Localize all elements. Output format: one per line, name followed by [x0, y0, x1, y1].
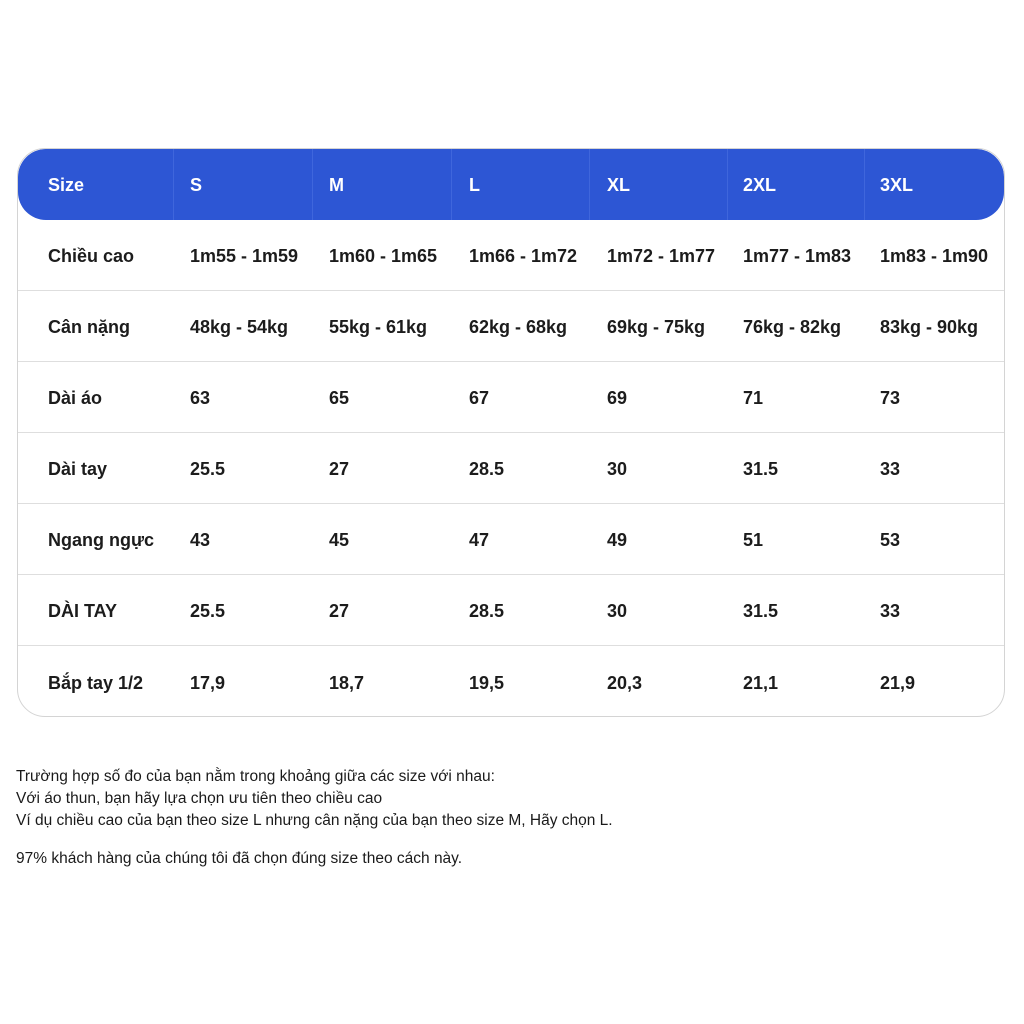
table-cell: 1m66 - 1m72	[469, 246, 578, 266]
row-label: Chiều cao	[48, 246, 135, 266]
row-label: Ngang ngực	[48, 530, 155, 550]
table-cell: 30	[607, 601, 628, 621]
table-cell: 73	[880, 388, 901, 408]
table-cell: 27	[329, 601, 350, 621]
header-xl: XL	[607, 175, 631, 195]
table-cell: 30	[607, 459, 628, 479]
header-l: L	[469, 175, 480, 195]
table-cell: 1m77 - 1m83	[743, 246, 852, 266]
table-cell: 69	[607, 388, 628, 408]
table-cell: 53	[880, 530, 901, 550]
table-cell: 25.5	[190, 601, 226, 621]
row-label: Cân nặng	[48, 317, 131, 337]
table-cell: 33	[880, 601, 901, 621]
table-cell: 18,7	[329, 673, 365, 693]
table-cell: 21,9	[880, 673, 916, 693]
table-row-dai-tay	[18, 433, 1004, 504]
row-label: DÀI TAY	[48, 601, 118, 621]
table-cell: 1m72 - 1m77	[607, 246, 716, 266]
table-cell: 48kg - 54kg	[190, 317, 289, 337]
table-cell: 31.5	[743, 459, 779, 479]
table-cell: 31.5	[743, 601, 779, 621]
row-label: Dài tay	[48, 459, 108, 479]
table-cell: 28.5	[469, 459, 505, 479]
table-cell: 47	[469, 530, 490, 550]
table-cell: 71	[743, 388, 764, 408]
table-cell: 1m83 - 1m90	[880, 246, 989, 266]
header-size: Size	[48, 175, 85, 195]
header-3xl: 3XL	[880, 175, 914, 195]
table-cell: 65	[329, 388, 350, 408]
table-cell: 76kg - 82kg	[743, 317, 842, 337]
header-2xl: 2XL	[743, 175, 777, 195]
table-row-can-nang	[18, 291, 1004, 362]
table-cell: 67	[469, 388, 490, 408]
table-cell: 20,3	[607, 673, 643, 693]
row-label: Dài áo	[48, 388, 103, 408]
note-line: Trường hợp số đo của bạn nằm trong khoảng giữa các size với nhau:	[16, 768, 495, 785]
table-cell: 63	[190, 388, 211, 408]
table-row-ngang-nguc	[18, 504, 1004, 575]
note-line: 97% khách hàng của chúng tôi đã chọn đúng size theo cách này.	[16, 850, 463, 867]
table-row-bap-tay	[18, 646, 1004, 717]
note-line: Ví dụ chiều cao của bạn theo size L nhưng cân nặng của bạn theo size M, Hãy chọn L.	[16, 812, 613, 829]
table-cell: 19,5	[469, 673, 505, 693]
table-header-row	[18, 149, 1004, 220]
table-cell: 17,9	[190, 673, 226, 693]
table-cell: 62kg - 68kg	[469, 317, 568, 337]
table-cell: 1m55 - 1m59	[190, 246, 299, 266]
table-row-chieu-cao	[18, 220, 1004, 291]
table-cell: 45	[329, 530, 350, 550]
note-line: Với áo thun, bạn hãy lựa chọn ưu tiên theo chiều cao	[16, 790, 383, 807]
table-cell: 27	[329, 459, 350, 479]
table-cell: 83kg - 90kg	[880, 317, 979, 337]
table-cell: 21,1	[743, 673, 779, 693]
size-guide-notes	[16, 766, 613, 870]
header-s: S	[190, 175, 203, 195]
table-cell: 28.5	[469, 601, 505, 621]
header-m: M	[329, 175, 344, 195]
table-cell: 25.5	[190, 459, 226, 479]
size-chart-table	[17, 148, 1005, 717]
row-label: Bắp tay 1/2	[48, 673, 144, 693]
table-cell: 51	[743, 530, 764, 550]
table-cell: 43	[190, 530, 211, 550]
table-cell: 1m60 - 1m65	[329, 246, 438, 266]
table-cell: 55kg - 61kg	[329, 317, 428, 337]
table-cell: 49	[607, 530, 628, 550]
table-cell: 33	[880, 459, 901, 479]
table-cell: 69kg - 75kg	[607, 317, 706, 337]
table-row-dai-tay-2	[18, 575, 1004, 646]
table-row-dai-ao	[18, 362, 1004, 433]
